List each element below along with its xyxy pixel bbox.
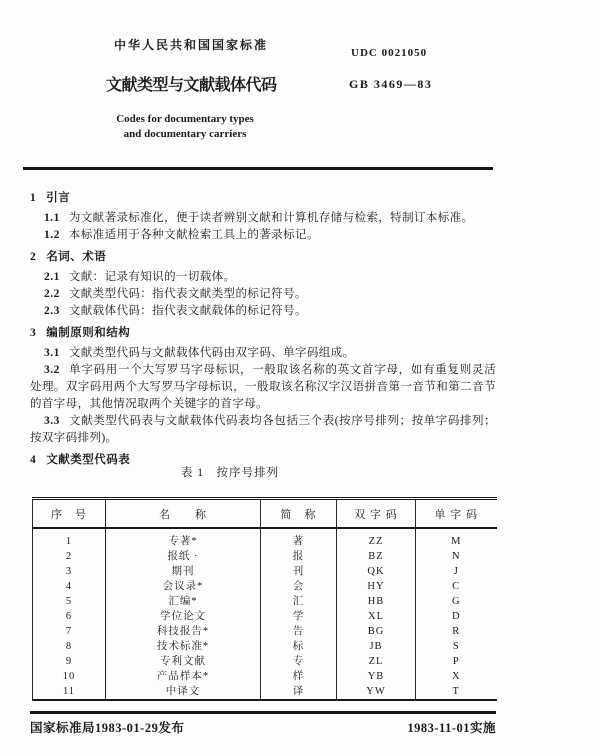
cell-short-name: 告 [261, 624, 337, 639]
cell-name: 专著* [106, 528, 261, 549]
cell-short-name: 学 [261, 609, 337, 624]
cell-name: 专利文献 [106, 654, 261, 669]
section-2-title: 名词、术语 [46, 251, 107, 263]
cell-name: 产品样本* [106, 669, 261, 684]
cell-two-letter-code: ZZ [337, 528, 416, 549]
table-row [33, 684, 497, 700]
footer-rule [30, 711, 496, 714]
section-1-number: 1 [30, 192, 37, 204]
cell-name: 中译文 [106, 684, 261, 700]
table-row [33, 594, 497, 609]
cell-name: 学位论文 [106, 609, 261, 624]
cell-one-letter-code: X [451, 671, 461, 682]
cell-one-letter-code: C [452, 581, 461, 592]
cell-two-letter-code: BG [337, 624, 416, 639]
section-3-number: 3 [30, 327, 37, 339]
cell-serial-number: 6 [33, 609, 106, 624]
cell-short-name: 著 [261, 528, 337, 549]
cell-short-name: 报 [261, 549, 337, 564]
cell-two-letter-code: YB [337, 669, 416, 684]
section-4-title: 文献类型代码表 [46, 454, 131, 466]
cell-short-name: 专 [261, 654, 337, 669]
cell-one-letter-code: P [452, 656, 460, 667]
clause-3-1-text: 文献类型代码与文献载体代码由双字码、单字码组成。 [68, 347, 355, 359]
cell-two-letter-code: XL [337, 609, 416, 624]
table1-body [33, 528, 497, 700]
cell-two-letter-code: QK [337, 564, 416, 579]
table-row [33, 639, 497, 654]
cell-serial-number: 2 [33, 549, 106, 564]
clause-3-3-text: 文献类型代码表与文献载体代码表均各包括三个表(按序号排列；按单字码排列；按双字码排列)。 [30, 415, 496, 444]
cell-name: 会议录* [106, 579, 261, 594]
cell-serial-number: 1 [33, 528, 106, 549]
header-rule [23, 167, 493, 170]
clause-1-1 [30, 210, 496, 227]
cell-serial-number: 4 [33, 579, 106, 594]
cell-name: 技术标准* [106, 639, 261, 654]
section-2-number: 2 [30, 251, 37, 263]
cell-serial-number: 5 [33, 594, 106, 609]
document-title-en-line1: Codes for documentary types [116, 113, 254, 125]
cell-serial-number: 8 [33, 639, 106, 654]
clause-3-1 [30, 345, 496, 362]
clause-2-3 [30, 303, 496, 320]
cell-serial-number: 11 [33, 684, 106, 700]
cell-name: 报纸 · [106, 549, 261, 564]
cell-serial-number: 9 [33, 654, 106, 669]
cell-two-letter-code: JB [337, 639, 416, 654]
clause-3-2 [30, 362, 496, 413]
cell-short-name: 标 [261, 639, 337, 654]
clause-2-1 [30, 269, 496, 286]
section-4-number: 4 [30, 454, 37, 466]
section-3-title: 编制原则和结构 [46, 327, 131, 339]
clause-2-3-text: 文献载体代码：指代表文献载体的标记符号。 [68, 305, 307, 317]
table-row [33, 579, 497, 594]
table1-header [33, 499, 497, 529]
document-title-zh: 文献类型与文献载体代码 [106, 77, 277, 94]
clause-2-1-text: 文献：记录有知识的一切载体。 [68, 271, 236, 283]
table-row [33, 669, 497, 684]
clause-1-2-number: 1.2 [44, 229, 60, 241]
national-standard-label: 中华人民共和国国家标准 [114, 38, 269, 52]
clause-2-2-number: 2.2 [44, 288, 60, 300]
cell-name: 期刊 [106, 564, 261, 579]
section-2-heading [30, 249, 496, 266]
document-body [30, 190, 496, 472]
section-1-title: 引言 [46, 192, 71, 204]
clause-3-2-number: 3.2 [44, 364, 60, 376]
clause-3-3-number: 3.3 [44, 415, 60, 427]
footer-effective-date: 1983-11-01实施 [407, 721, 496, 735]
clause-2-3-number: 2.3 [44, 305, 60, 317]
table-row [33, 624, 497, 639]
table1-document-type-codes [32, 497, 497, 701]
col-header-name: 名 称 [106, 499, 261, 529]
table-row [33, 564, 497, 579]
table1-caption: 表 1 按序号排列 [180, 467, 280, 479]
cell-two-letter-code: HY [337, 579, 416, 594]
cell-one-letter-code: T [452, 686, 460, 697]
cell-one-letter-code: R [452, 626, 461, 637]
clause-3-1-number: 3.1 [44, 347, 60, 359]
cell-serial-number: 7 [33, 624, 106, 639]
cell-two-letter-code: ZL [337, 654, 416, 669]
col-header-two-letter-code: 双 字 码 [337, 499, 416, 529]
cell-one-letter-code: N [451, 551, 461, 562]
cell-one-letter-code: J [453, 566, 459, 577]
cell-short-name: 样 [261, 669, 337, 684]
cell-one-letter-code: M [451, 536, 462, 547]
col-header-serial-number: 序 号 [33, 499, 106, 529]
section-3-heading [30, 325, 496, 342]
cell-name: 科技报告* [106, 624, 261, 639]
clause-2-2-text: 文献类型代码：指代表文献类型的标记符号。 [68, 288, 307, 300]
clause-2-1-number: 2.1 [44, 271, 60, 283]
table-row [33, 549, 497, 564]
clause-1-1-text: 为文献著录标准化，便于读者辨别文献和计算机存储与检索，特制订本标准。 [68, 212, 474, 224]
section-1-heading [30, 190, 496, 207]
document-title-en [92, 112, 278, 142]
cell-serial-number: 3 [33, 564, 106, 579]
cell-short-name: 汇 [261, 594, 337, 609]
table-row [33, 528, 497, 549]
col-header-one-letter-code: 单 字 码 [416, 499, 497, 529]
clause-1-2-text: 本标准适用于各种文献检索工具上的著录标记。 [68, 229, 319, 241]
footer-issued-date: 国家标准局1983-01-29发布 [30, 721, 185, 735]
cell-short-name: 会 [261, 579, 337, 594]
cell-two-letter-code: YW [337, 684, 416, 700]
clause-3-2-text: 单字码用一个大写罗马字母标识，一般取该名称的英文首字母，如有重复则灵活处理。双字码用两个大写罗马字母标识，一般取该名称汉字汉语拼音第一音节和第二音节的首字母，其他情况取两个关键字的首字母。 [30, 364, 496, 410]
table1-header-row [33, 499, 497, 529]
document-title-en-line2: and documentary carriers [123, 128, 247, 140]
cell-one-letter-code: G [451, 596, 461, 607]
cell-two-letter-code: BZ [337, 549, 416, 564]
table-row [33, 609, 497, 624]
cell-short-name: 译 [261, 684, 337, 700]
cell-two-letter-code: HB [337, 594, 416, 609]
table-row [33, 654, 497, 669]
cell-short-name: 刊 [261, 564, 337, 579]
gb-standard-number: GB 3469—83 [349, 77, 433, 91]
clause-2-2 [30, 286, 496, 303]
cell-name: 汇编* [106, 594, 261, 609]
cell-one-letter-code: D [451, 611, 461, 622]
clause-1-1-number: 1.1 [44, 212, 60, 224]
col-header-short-name: 简 称 [261, 499, 337, 529]
clause-1-2 [30, 227, 496, 244]
cell-one-letter-code: S [452, 641, 460, 652]
udc-number: UDC 0021050 [351, 47, 428, 59]
clause-3-3 [30, 413, 496, 447]
cell-serial-number: 10 [33, 669, 106, 684]
